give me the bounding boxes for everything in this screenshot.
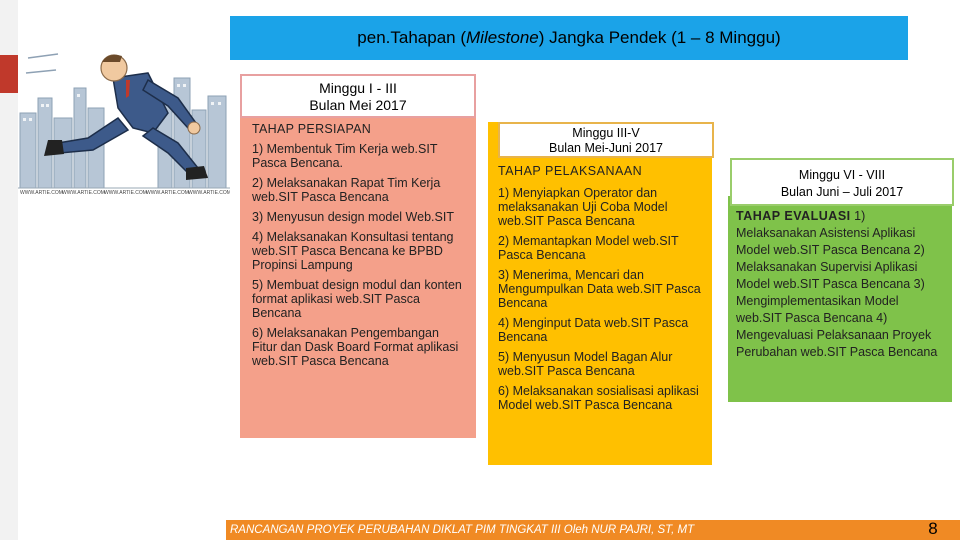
phase2-box <box>488 122 712 465</box>
phase1-heading: TAHAP PERSIAPAN <box>252 122 372 136</box>
watermark-5: WWW.ARTIE.COM <box>188 190 230 196</box>
phase2-item: 2) Memantapkan Model web.SIT Pasca Bencana <box>498 234 679 262</box>
phase2-header <box>498 122 714 158</box>
phase1-item: 5) Membuat design modul dan konten format aplikasi web.SIT Pasca Bencana <box>252 278 462 320</box>
phase2-month: Bulan Mei-Juni 2017 <box>549 141 663 155</box>
phase1-month: Bulan Mei 2017 <box>309 97 407 113</box>
phase3-month: Bulan Juni – Juli 2017 <box>780 185 904 199</box>
phase1-item: 6) Melaksanakan Pengembangan Fitur dan Dask Board Format aplikasi web.SIT Pasca Bencana <box>252 326 459 368</box>
slide-title <box>230 16 908 60</box>
phase3-weeks: Minggu VI - VIII <box>798 168 886 182</box>
phase1-item: 1) Membentuk Tim Kerja web.SIT Pasca Bencana. <box>252 142 438 170</box>
phase3-body: 1) Melaksanakan Asistensi Aplikasi Model web.SIT Pasca Bencana 2) Melaksanakan Supervisi Aplikasi Model web.SIT Pasca Bencana 3) Mengimplementasikan Model web.SIT Pasca Bencana 4) Mengevaluasi Pelaksanaan Proyek Perubahan web.SIT Pasca Bencana <box>736 209 938 359</box>
phase1-header <box>240 74 476 118</box>
title-text-before: pen.Tahapan ( <box>357 28 466 47</box>
phase2-item: 5) Menyusun Model Bagan Alur web.SIT Pasca Bencana <box>498 350 673 378</box>
phase2-item: 6) Melaksanakan sosialisasi aplikasi Model web.SIT Pasca Bencana <box>498 384 699 412</box>
phase3-heading: TAHAP EVALUASI <box>736 209 851 223</box>
phase2-weeks: Minggu III-V <box>572 126 640 140</box>
watermark-4: WWW.ARTIE.COM <box>146 190 189 196</box>
phase3-box <box>728 196 952 402</box>
phase1-item: 4) Melaksanakan Konsultasi tentang web.SIT Pasca Bencana ke BPBD Propinsi Lampung <box>252 230 454 272</box>
phase1-weeks: Minggu I - III <box>319 80 397 96</box>
watermark-3: WWW.ARTIE.COM <box>104 190 147 196</box>
footer-text: RANCANGAN PROYEK PERUBAHAN DIKLAT PIM TINGKAT III Oleh NUR PAJRI, ST, MT <box>230 524 695 536</box>
phase1-item: 2) Melaksanakan Rapat Tim Kerja web.SIT Pasca Bencana <box>252 176 441 204</box>
watermark-2: WWW.ARTIE.COM <box>62 190 105 196</box>
left-accent-bar <box>0 55 18 93</box>
title-text-italic: Milestone <box>466 28 539 47</box>
title-text-after: ) Jangka Pendek (1 – 8 Minggu) <box>538 28 781 47</box>
phase1-item: 3) Menyusun design model Web.SIT <box>252 210 454 224</box>
businessman-illustration <box>18 18 230 198</box>
phase2-item: 4) Menginput Data web.SIT Pasca Bencana <box>498 316 689 344</box>
watermark-1: WWW.ARTIE.COM <box>20 190 63 196</box>
phase1-box <box>240 118 476 438</box>
phase2-item: 1) Menyiapkan Operator dan melaksanakan Uji Coba Model web.SIT Pasca Bencana <box>498 186 668 228</box>
phase2-item: 3) Menerima, Mencari dan Mengumpulkan Data web.SIT Pasca Bencana <box>498 268 701 310</box>
page-number: 8 <box>928 519 938 538</box>
phase2-heading: TAHAP PELAKSANAAN <box>498 164 643 178</box>
phase3-header <box>730 158 954 206</box>
